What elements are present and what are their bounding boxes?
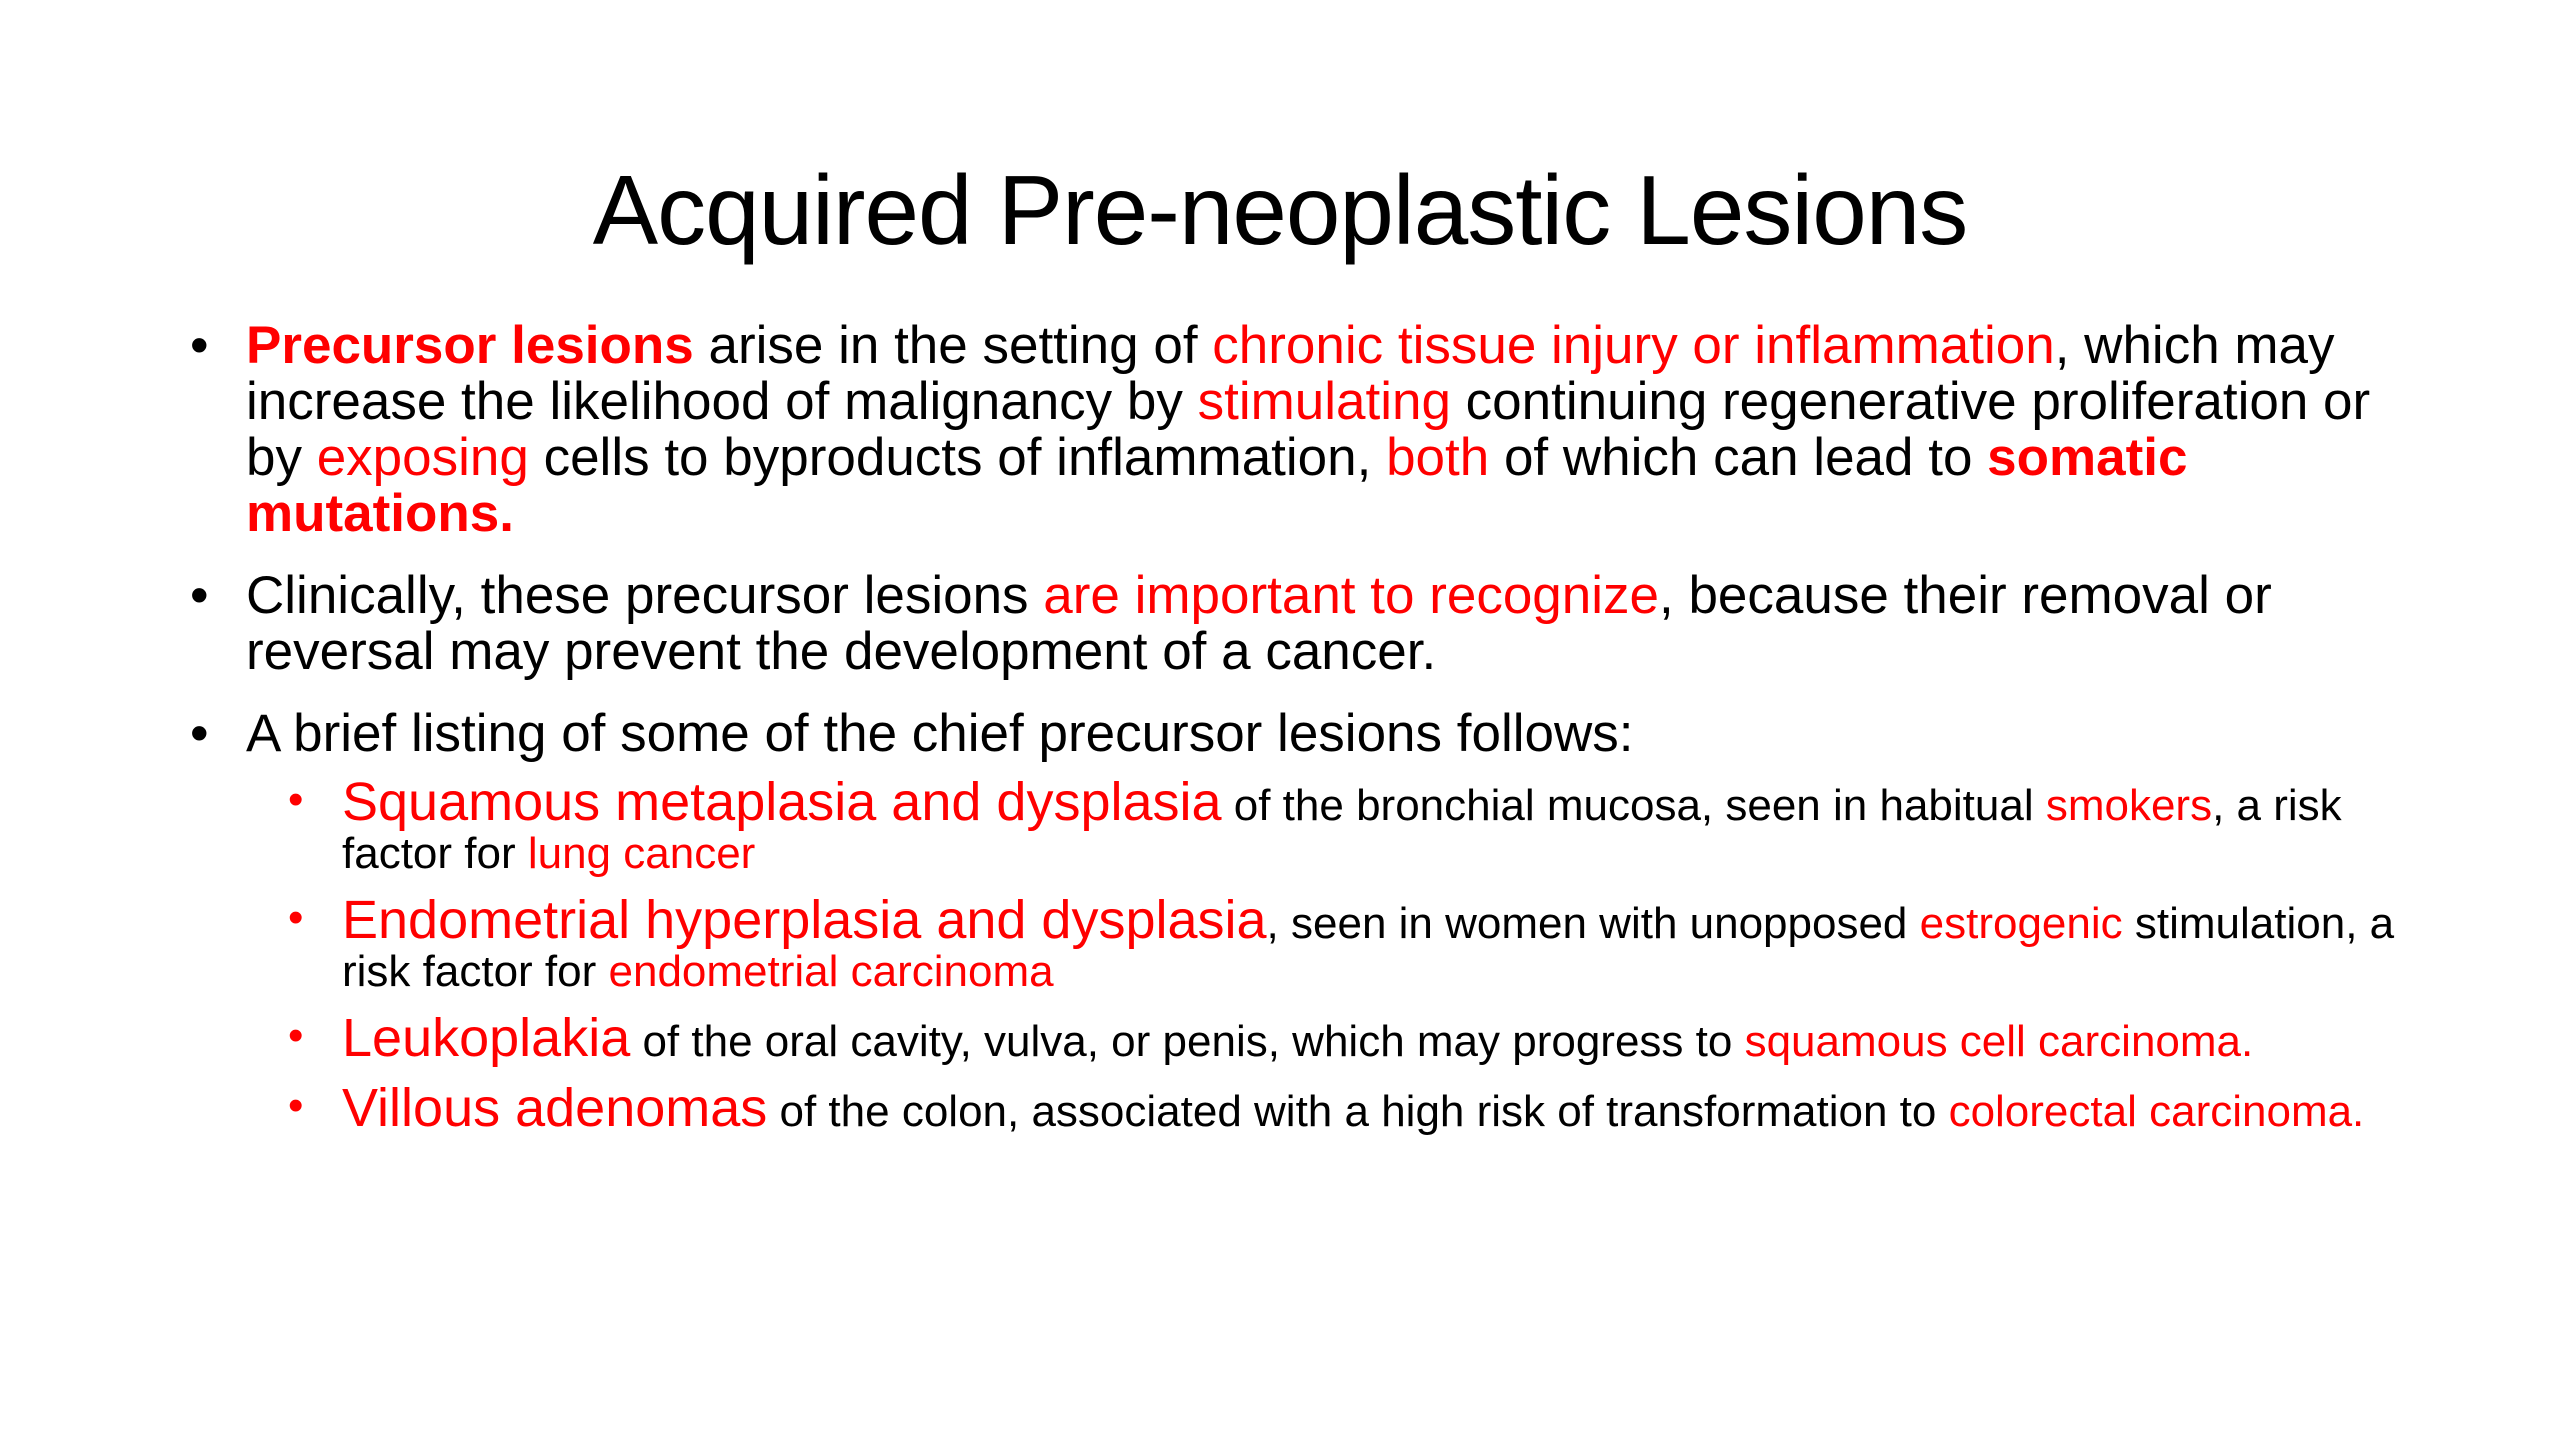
bullet-icon: • (288, 893, 304, 942)
bullet-item (190, 568, 2420, 680)
highlighted-text: Precursor lesions (246, 316, 694, 375)
highlighted-text: estrogenic (1919, 899, 2123, 948)
text-segment: , which may increase the likelihood of malignancy by (246, 316, 2335, 431)
bullet-icon: • (190, 316, 209, 375)
bullet-icon: • (190, 566, 209, 625)
bullet-icon: • (288, 1011, 304, 1060)
bullet-icon: • (288, 775, 304, 824)
text-segment: A brief listing of some of the chief precursor lesions follows: (246, 704, 1634, 763)
highlighted-text: Squamous metaplasia and dysplasia (342, 772, 1222, 832)
highlighted-text: Villous adenomas (342, 1078, 768, 1138)
highlighted-text: are important to recognize (1043, 566, 1659, 625)
highlighted-text: endometrial carcinoma (608, 947, 1054, 996)
text-segment: , a risk factor for (342, 781, 2342, 878)
text-segment: cells to byproducts of inflammation, (528, 428, 1387, 487)
bullet-list (190, 318, 2420, 1162)
text-segment: of the oral cavity, vulva, or penis, which may progress to (630, 1017, 1745, 1066)
sub-bullet-list (288, 772, 2420, 1138)
text-segment: continuing regenerative proliferation or by (246, 372, 2371, 487)
sub-bullet-item (288, 890, 2420, 996)
bullet-icon: • (288, 1081, 304, 1130)
sub-bullet-item (288, 1008, 2420, 1068)
sub-bullet-item (288, 772, 2420, 878)
sub-bullet-item (288, 1078, 2420, 1138)
highlighted-text: colorectal carcinoma. (1948, 1087, 2365, 1136)
highlighted-text: exposing (316, 428, 529, 487)
text-segment: , seen in women with unopposed (1266, 899, 1920, 948)
text-segment: Clinically, these precursor lesions (246, 566, 1044, 625)
text-segment: , because their removal or reversal may prevent the development of a cancer. (246, 566, 2272, 681)
highlighted-text: both (1386, 428, 1490, 487)
text-segment: of the colon, associated with a high risk of transformation to (767, 1087, 1949, 1136)
highlighted-text: somatic mutations. (246, 428, 2188, 543)
highlighted-text: stimulating (1197, 372, 1451, 431)
highlighted-text: Endometrial hyperplasia and dysplasia (342, 890, 1267, 950)
highlighted-text: squamous cell carcinoma. (1744, 1017, 2254, 1066)
bullet-icon: • (190, 704, 209, 763)
slide-title: Acquired Pre-neoplastic Lesions (592, 155, 1968, 265)
bullet-item (190, 706, 2420, 1136)
text-segment: of which can lead to (1489, 428, 1988, 487)
highlighted-text: lung cancer (527, 829, 756, 878)
text-segment: of the bronchial mucosa, seen in habitual (1221, 781, 2046, 830)
highlighted-text: chronic tissue injury or inflammation (1212, 316, 2055, 375)
text-segment: arise in the setting of (693, 316, 1213, 375)
highlighted-text: smokers (2045, 781, 2213, 830)
highlighted-text: Leukoplakia (342, 1008, 631, 1068)
text-segment: stimulation, a risk factor for (342, 899, 2395, 996)
bullet-item (190, 318, 2420, 542)
